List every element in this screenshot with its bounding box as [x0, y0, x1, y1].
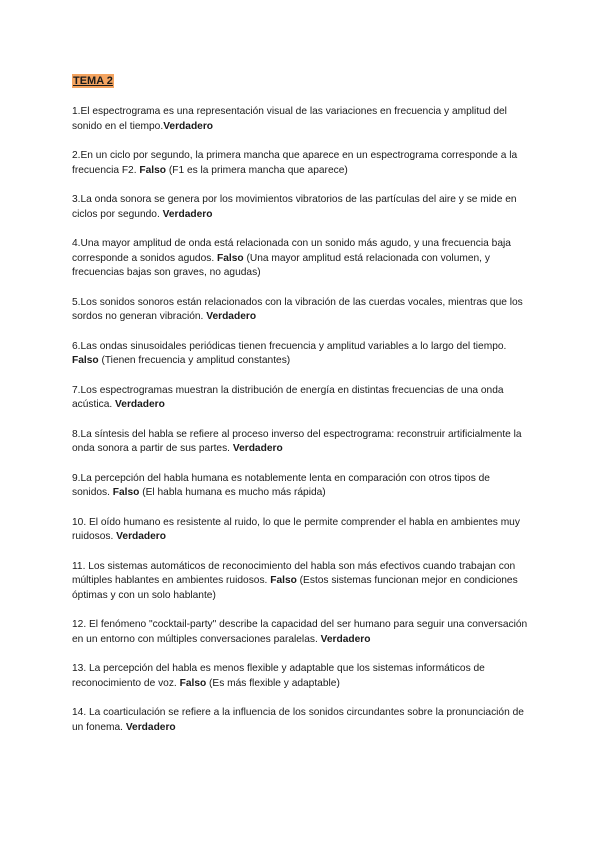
- answer-label: Verdadero: [116, 531, 166, 543]
- answer-label: Verdadero: [115, 399, 165, 411]
- answer-label: Verdadero: [206, 311, 257, 323]
- answer-note: (Estos sistemas funcionan mejor en condiciones óptimas y con un solo hablante): [72, 575, 518, 602]
- question-text: 14. La coarticulación se refiere a la influencia de los sonidos circundantes sobre la pronunciación de un fonema.: [72, 707, 524, 734]
- question-13: [72, 662, 528, 691]
- question-text: 11. Los sistemas automáticos de reconocimiento del habla son más efectivos cuando trabajan con múltiples hablantes en ambientes ruidosos.: [72, 560, 516, 587]
- answer-label: Verdadero: [232, 443, 283, 455]
- question-text: 6.Las ondas sinusoidales periódicas tienen frecuencia y amplitud variables a lo largo del tiempo.: [72, 340, 507, 352]
- question-1: [72, 105, 528, 134]
- question-text: 5.Los sonidos sonoros están relacionados con la vibración de las cuerdas vocales, mientras que los sordos no generan vibración.: [72, 296, 523, 323]
- answer-label: Falso: [270, 575, 297, 587]
- document-page: [72, 71, 528, 750]
- question-text: 1.El espectrograma es una representación visual de las variaciones en frecuencia y amplitud del sonido en el tiempo.: [72, 106, 507, 132]
- question-text: 13. La percepción del habla es menos flexible y adaptable que los sistemas informáticos de reconocimiento de voz.: [72, 663, 485, 690]
- question-text: 10. El oído humano es resistente al ruido, lo que le permite comprender el habla en ambientes muy ruidosos.: [72, 516, 520, 543]
- answer-label: Falso: [139, 164, 166, 176]
- question-14: [72, 706, 528, 735]
- answer-note: (El habla humana es mucho más rápida): [139, 487, 326, 499]
- question-5: [72, 296, 528, 325]
- question-2: [72, 149, 528, 178]
- answer-label: Falso: [112, 487, 140, 499]
- answer-note: (Una mayor amplitud está relacionada con volumen, y frecuencias bajas son graves, no agudas): [72, 252, 490, 279]
- answer-label: Verdadero: [320, 634, 371, 646]
- answer-label: Falso: [179, 678, 207, 690]
- answer-label: Verdadero: [125, 722, 176, 734]
- question-9: [72, 472, 528, 501]
- question-text: 9.La percepción del habla humana es notablemente lenta en comparación con otros tipos de sonidos.: [72, 472, 490, 499]
- answer-label: Verdadero: [163, 120, 214, 132]
- question-text: 8.La síntesis del habla se refiere al proceso inverso del espectrograma: reconstruir artificialmente la onda sonora a partir de sus partes.: [72, 428, 522, 455]
- answer-label: Falso: [217, 252, 244, 264]
- question-7: [72, 384, 528, 413]
- question-10: [72, 516, 528, 545]
- question-text: 2.En un ciclo por segundo, la primera mancha que aparece en un espectrograma corresponde a la frecuencia F2.: [72, 150, 518, 176]
- question-text: 7.Los espectrogramas muestran la distribución de energía en distintas frecuencias de una onda acústica.: [72, 384, 504, 411]
- page-title: TEMA 2: [73, 75, 113, 87]
- answer-note: (F1 es la primera mancha que aparece): [166, 164, 348, 176]
- answer-note: (Es más flexible y adaptable): [206, 678, 340, 690]
- question-text: 12. El fenómeno "cocktail-party" describe la capacidad del ser humano para seguir una conversación en un entorno con múltiples conversaciones paralelas.: [72, 619, 528, 646]
- answer-note: (Tienen frecuencia y amplitud constantes): [98, 355, 291, 367]
- question-11: [72, 560, 528, 604]
- question-8: [72, 428, 528, 457]
- question-text: 3.La onda sonora se genera por los movimientos vibratorios de las partículas del aire y se mide en ciclos por segundo.: [72, 194, 517, 220]
- question-6: [72, 340, 528, 369]
- question-3: [72, 193, 528, 222]
- question-text: 4.Una mayor amplitud de onda está relacionada con un sonido más agudo, y una frecuencia baja corresponde a sonidos agudos.: [72, 238, 511, 264]
- answer-label: Falso: [72, 355, 99, 367]
- answer-label: Verdadero: [162, 208, 213, 220]
- question-12: [72, 618, 528, 647]
- question-4: [72, 237, 528, 281]
